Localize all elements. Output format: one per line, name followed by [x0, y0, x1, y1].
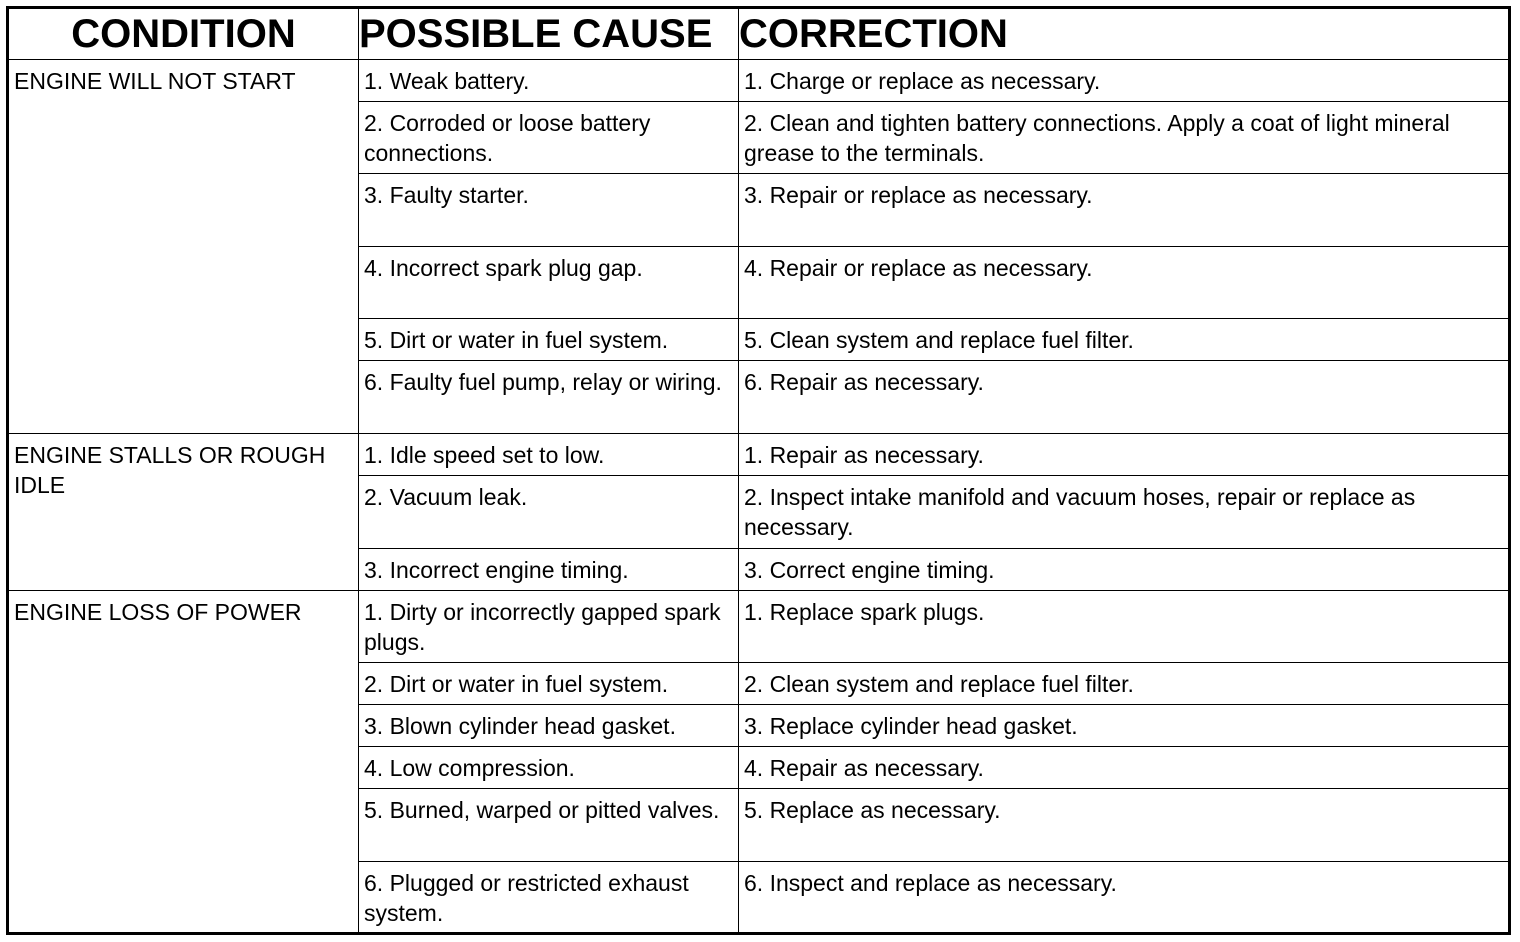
correction-cell: 5. Replace as necessary.	[739, 789, 1510, 862]
condition-cell: ENGINE LOSS OF POWER	[8, 591, 359, 934]
cause-cell: 1. Weak battery.	[359, 60, 739, 102]
cause-cell: 2. Vacuum leak.	[359, 476, 739, 549]
correction-cell: 1. Replace spark plugs.	[739, 591, 1510, 663]
header-possible-cause: POSSIBLE CAUSE	[359, 8, 739, 60]
cause-cell: 3. Incorrect engine timing.	[359, 549, 739, 591]
correction-cell: 1. Repair as necessary.	[739, 434, 1510, 476]
cause-cell: 5. Burned, warped or pitted valves.	[359, 789, 739, 862]
cause-cell: 5. Dirt or water in fuel system.	[359, 319, 739, 361]
correction-cell: 2. Clean and tighten battery connections. Apply a coat of light mineral grease to the terminals.	[739, 102, 1510, 174]
correction-cell: 2. Inspect intake manifold and vacuum hoses, repair or replace as necessary.	[739, 476, 1510, 549]
cause-cell: 2. Dirt or water in fuel system.	[359, 663, 739, 705]
correction-cell: 5. Clean system and replace fuel filter.	[739, 319, 1510, 361]
cause-cell: 1. Idle speed set to low.	[359, 434, 739, 476]
cause-cell: 6. Plugged or restricted exhaust system.	[359, 862, 739, 934]
cause-cell: 1. Dirty or incorrectly gapped spark plugs.	[359, 591, 739, 663]
table-row	[8, 591, 1510, 663]
cause-cell: 3. Blown cylinder head gasket.	[359, 705, 739, 747]
correction-cell: 3. Repair or replace as necessary.	[739, 174, 1510, 247]
correction-cell: 4. Repair as necessary.	[739, 747, 1510, 789]
correction-cell: 1. Charge or replace as necessary.	[739, 60, 1510, 102]
correction-cell: 4. Repair or replace as necessary.	[739, 247, 1510, 319]
cause-cell: 6. Faulty fuel pump, relay or wiring.	[359, 361, 739, 434]
condition-cell: ENGINE WILL NOT START	[8, 60, 359, 434]
header-condition: CONDITION	[8, 8, 359, 60]
correction-cell: 6. Repair as necessary.	[739, 361, 1510, 434]
cause-cell: 4. Low compression.	[359, 747, 739, 789]
table-row	[8, 434, 1510, 476]
correction-cell: 2. Clean system and replace fuel filter.	[739, 663, 1510, 705]
correction-cell: 3. Replace cylinder head gasket.	[739, 705, 1510, 747]
correction-cell: 3. Correct engine timing.	[739, 549, 1510, 591]
troubleshooting-table	[6, 6, 1511, 935]
table-row	[8, 60, 1510, 102]
condition-cell: ENGINE STALLS OR ROUGH IDLE	[8, 434, 359, 591]
cause-cell: 2. Corroded or loose battery connections.	[359, 102, 739, 174]
header-correction: CORRECTION	[739, 8, 1510, 60]
correction-cell: 6. Inspect and replace as necessary.	[739, 862, 1510, 934]
cause-cell: 4. Incorrect spark plug gap.	[359, 247, 739, 319]
header-row	[8, 8, 1510, 60]
cause-cell: 3. Faulty starter.	[359, 174, 739, 247]
